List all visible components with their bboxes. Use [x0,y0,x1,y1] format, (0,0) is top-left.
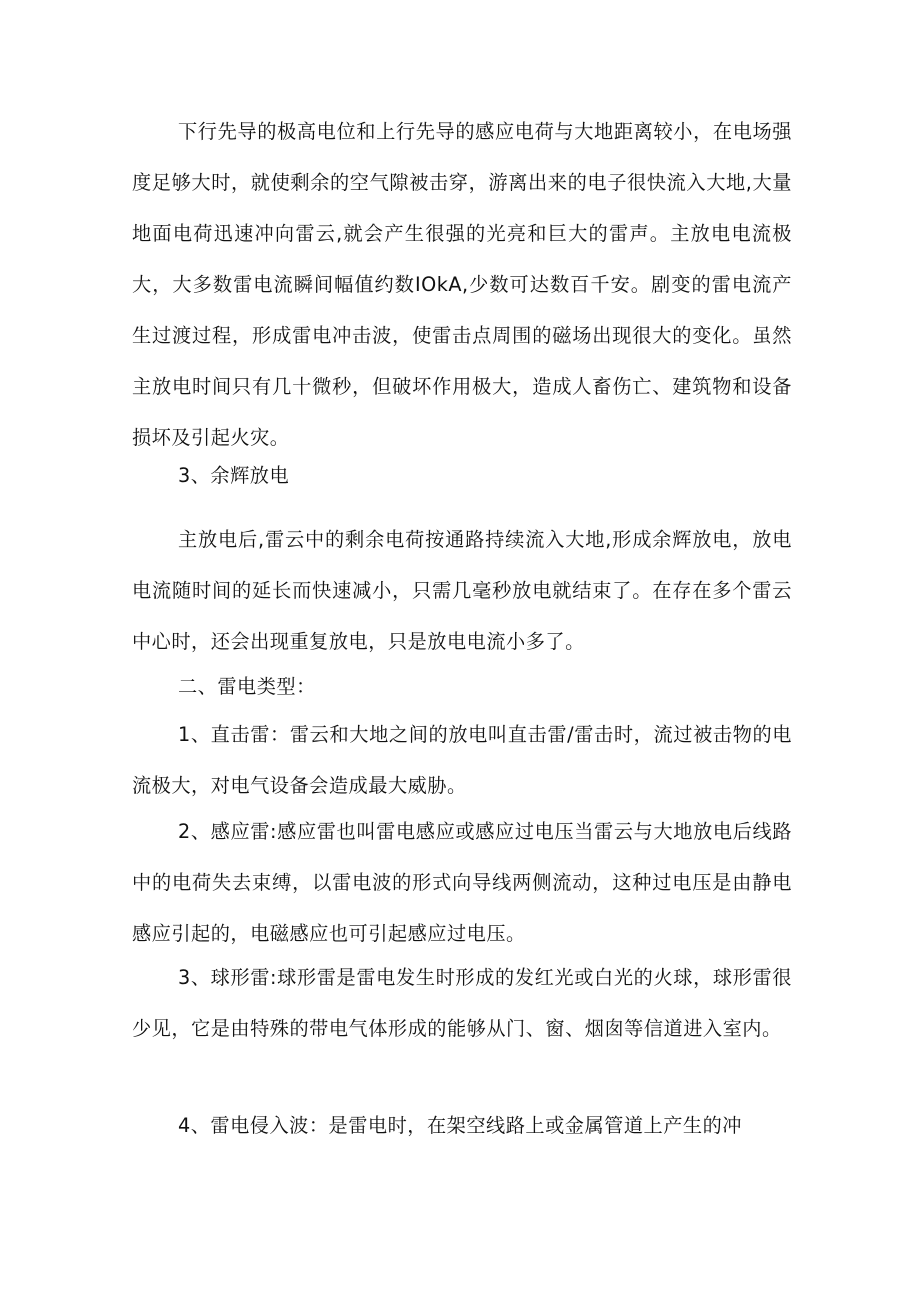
paragraph-induced-lightning: 2、感应雷:感应雷也叫雷电感应或感应过电压当雷云与大地放电后线路中的电荷失去束缚，以雷电波的形式向导线两侧流动，这种过电压是由静电感应引起的，电磁感应也可引起感应过电压。 [132,820,792,945]
paragraph-direct-lightning: 1、直击雷：雷云和大地之间的放电叫直击雷/雷击时，流过被击物的电流极大，对电气设备会造成最大威胁。 [132,723,792,797]
heading-lightning-types: 二、雷电类型： [178,675,316,698]
paragraph-ball-lightning: 3、球形雷:球形雷是雷电发生时形成的发红光或白光的火球，球形雷很少见，它是由特殊的带电气体形成的能够从门、窗、烟囱等信道进入室内。 [132,966,792,1040]
paragraph-lightning-intrusion-wave: 4、雷电侵入波：是雷电时，在架空线路上或金属管道上产生的冲 [178,1114,742,1137]
paragraph-afterglow-discharge: 主放电后,雷云中的剩余电荷按通路持续流入大地,形成余辉放电，放电电流随时间的延长而快速减小，只需几毫秒放电就结束了。在存在多个雷云中心时，还会出现重复放电，只是放电电流小多了。 [132,528,792,653]
paragraph-main-discharge: 下行先导的极高电位和上行先导的感应电荷与大地距离较小，在电场强度足够大时，就使剩余的空气隙被击穿，游离出来的电子很快流入大地,大量地面电荷迅速冲向雷云,就会产生很强的光亮和巨大的雷声。主放电电流极大，大多数雷电流瞬间幅值约数IOkA,少数可达数百千安。剧变的雷电流产生过渡过程，形成雷电冲击波，使雷击点周围的磁场出现很大的变化。虽然主放电时间只有几十微秒，但破坏作用极大，造成人畜伤亡、建筑物和设备损坏及引起火灾。 [132,120,792,449]
heading-afterglow-discharge: 3、余辉放电 [178,464,290,487]
